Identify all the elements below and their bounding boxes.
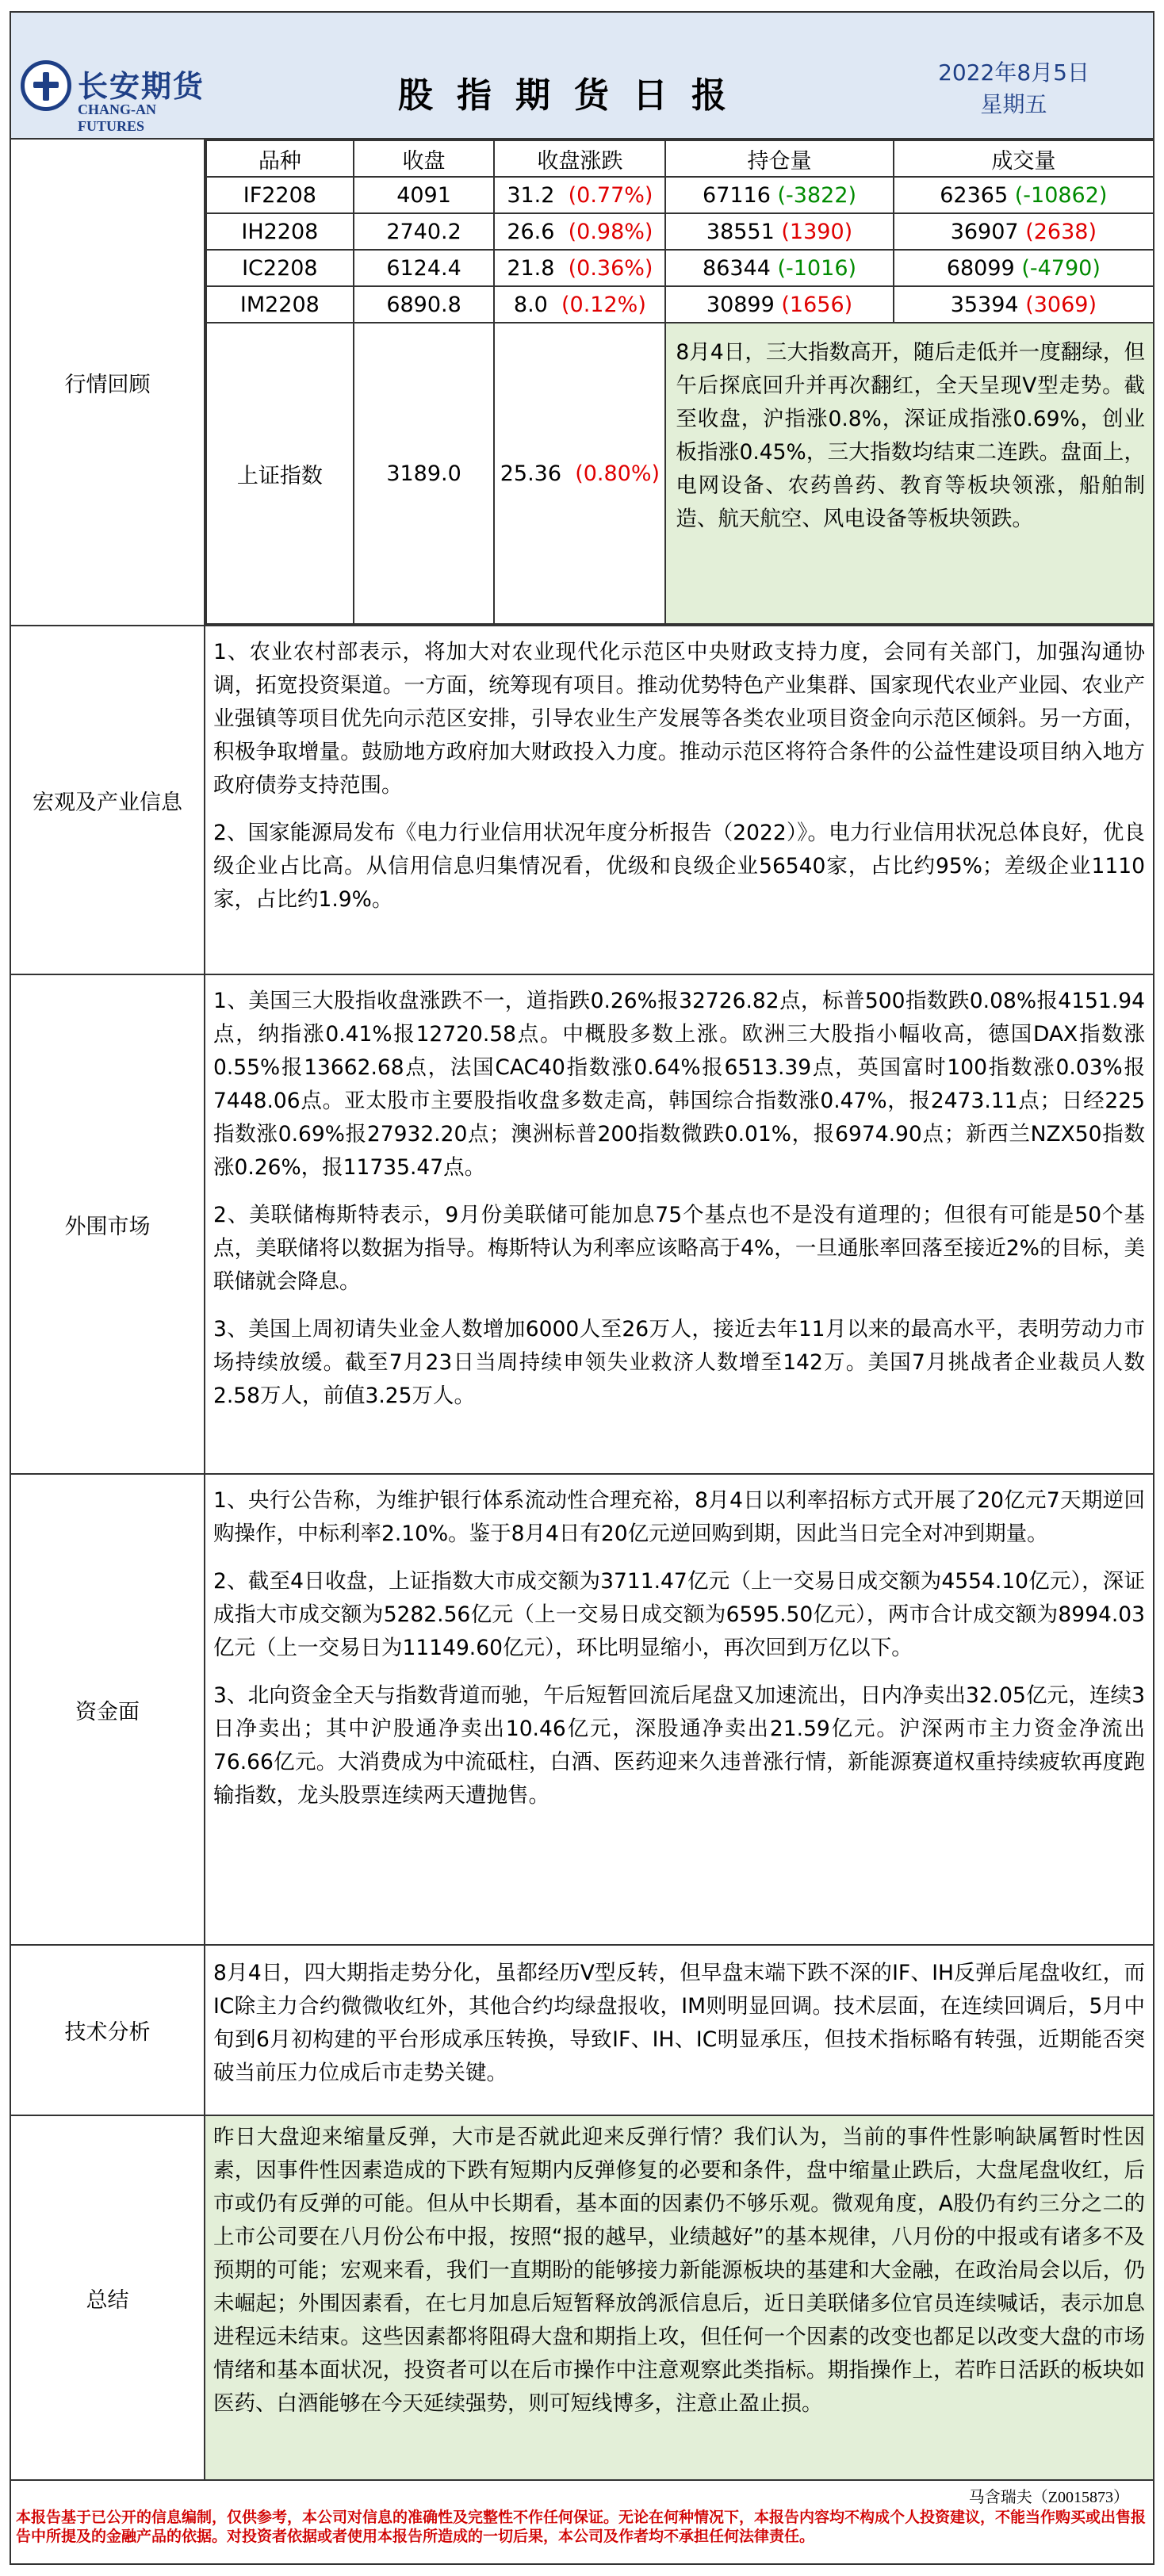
market-table <box>205 140 1154 625</box>
paragraph: 3、北向资金全天与指数背道而驰，午后短暂回流后尾盘又加速流出，日内净卖出32.05亿元，连续3日净卖出；其中沪股通净卖出10.46亿元，深股通净卖出21.59亿元。沪深两市主力资金净流出76.66亿元。大消费成为中流砥柱，白酒、医药迎来久违普涨行情，新能源赛道权重持续疲软再度跑输指数，龙头股票连续两天遭抛售。 <box>213 1683 1145 1808</box>
section-funds <box>11 1475 1153 1946</box>
table-header-row <box>206 140 1154 177</box>
logo-chinese-name: 长安期货 <box>78 69 205 104</box>
section-market-review <box>11 140 1153 626</box>
volume: 62365 (-10862) <box>894 177 1154 213</box>
column-header: 收盘涨跌 <box>494 140 665 177</box>
report-page <box>10 11 1154 2565</box>
section-label: 宏观及产业信息 <box>11 626 205 974</box>
paragraph: 昨日大盘迎来缩量反弹，大市是否就此迎来反弹行情？我们认为，当前的事件性影响缺属暂时性因素，因事件性因素造成的下跌有短期内反弹修复的必要和条件，盘中缩量止跌后，大盘尾盘收红，后市或仍有反弹的可能。但从中长期看，基本面的因素仍不够乐观。微观角度，A股仍有约三分之二的上市公司要在八月份公布中报，按照“报的越早，业绩越好”的基本规律，八月份的中报或有诸多不及预期的可能；宏观来看，我们一直期盼的能够接力新能源板块的基建和大金融，在政治局会以后，仍未崛起；外围因素看，在七月加息后短暂释放鸽派信息后，近日美联储多位官员连续喊话，表示加息进程远未结束。这些因素都将阻碍大盘和期指上攻，但任何一个因素的改变也都足以改变大盘的市场情绪和基本面状况，投资者可以在后市操作中注意观察此类指标。期指操作上，若昨日活跃的板块如医药、白酒能够在今天延续强势，则可短线博多，注意止盈止损。 <box>213 2125 1145 2416</box>
close-price: 2740.2 <box>354 213 495 250</box>
close-price: 6890.8 <box>354 286 495 323</box>
funds-content <box>205 1475 1153 1944</box>
column-header: 持仓量 <box>665 140 893 177</box>
logo-english-name: CHANG-AN FUTURES <box>78 101 156 134</box>
paragraph: 2、国家能源局发布《电力行业信用状况年度分析报告（2022）》。电力行业信用状况总体良好，优良级企业占比高。从信用信息归集情况看，优级和良级企业56540家，占比约95%；差级企业1110家，占比约1.9%。 <box>213 821 1145 912</box>
disclaimer-text: 本报告基于已公开的信息编制，仅供参考，本公司对信息的准确性及完整性不作任何保证。无论在何种情况下，本报告内容均不构成个人投资建议，不能当作购买或出售报告中所提及的金融产品的依据。对投资者依据或者使用本报告所造成的一切后果，本公司及作者均不承担任何法律责任。 <box>16 2509 1147 2545</box>
author-credit: 马含瑞夫（Z0015873） <box>968 2489 1129 2506</box>
close-change: 26.6 (0.98%) <box>494 213 665 250</box>
paragraph: 2、美联储梅斯特表示，9月份美联储可能加息75个基点也不是没有道理的；但很有可能是50个基点，美联储将以数据为指导。梅斯特认为利率应该略高于4%，一旦通胀率回落至接近2%的目标，美联储就会降息。 <box>213 1203 1145 1294</box>
column-header: 收盘 <box>354 140 495 177</box>
volume: 35394 (3069) <box>894 286 1154 323</box>
close-price: 4091 <box>354 177 495 213</box>
column-header: 品种 <box>206 140 354 177</box>
contract-name: IC2208 <box>206 250 354 286</box>
section-technical-analysis <box>11 1946 1153 2116</box>
company-logo <box>17 49 216 134</box>
section-label: 行情回顾 <box>11 140 205 625</box>
section-label: 技术分析 <box>11 1946 205 2115</box>
open-interest: 86344 (-1016) <box>665 250 893 286</box>
index-row <box>206 323 1154 624</box>
table-row <box>206 250 1154 286</box>
technical-content <box>205 1946 1153 2115</box>
section-label: 外围市场 <box>11 975 205 1473</box>
summary-content <box>205 2116 1153 2479</box>
section-label: 总结 <box>11 2116 205 2479</box>
paragraph: 8月4日，四大期指走势分化，虽都经历V型反转，但早盘末端下跌不深的IF、IH反弹后尾盘收红，而IC除主力合约微微收红外，其他合约均绿盘报收，IM则明显回调。技术层面，在连续回调后，5月中旬到6月初构建的平台形成承压转换，导致IF、IH、IC明显承压，但技术指标略有转强，近期能否突破当前压力位成后市走势关键。 <box>213 1961 1145 2085</box>
section-macro-industry <box>11 626 1153 975</box>
paragraph: 1、农业农村部表示，将加大对农业现代化示范区中央财政支持力度，会同有关部门，加强沟通协调，拓宽投资渠道。一方面，统筹现有项目。推动优势特色产业集群、国家现代农业产业园、农业产业强镇等项目优先向示范区安排，引导农业生产发展等各类农业项目资金向示范区倾斜。另一方面，积极争取增量。鼓励地方政府加大财政投入力度。推动示范区将符合条件的公益性建设项目纳入地方政府债券支持范围。 <box>213 640 1145 798</box>
close-change: 8.0 (0.12%) <box>494 286 665 323</box>
paragraph: 3、美国上周初请失业金人数增加6000人至26万人，接近去年11月以来的最高水平，表明劳动力市场持续放缓。截至7月23日当周持续申领失业救济人数增至142万。美国7月挑战者企业裁员人数2.58万人，前值3.25万人。 <box>213 1317 1145 1408</box>
report-date: 2022年8月5日 <box>938 59 1089 86</box>
table-row <box>206 286 1154 323</box>
paragraph: 2、截至4日收盘，上证指数大市成交额为3711.47亿元（上一交易日成交额为4554.10亿元），深证成指大市成交额为5282.56亿元（上一交易日成交额为6595.50亿元），两市合计成交额为8994.03亿元（上一交易日为11149.60亿元），环比明显缩小，再次回到万亿以下。 <box>213 1569 1145 1660</box>
contract-name: IF2208 <box>206 177 354 213</box>
report-header <box>11 13 1153 140</box>
market-summary: 8月4日，三大指数高开，随后走低并一度翻绿，但午后探底回升并再次翻红，全天呈现V型走势。截至收盘，沪指涨0.8%，深证成指涨0.69%，创业板指涨0.45%，三大指数均结束二连跌。盘面上，电网设备、农药兽药、教育等板块领涨，船舶制造、航天航空、风电设备等板块领跌。 <box>665 323 1154 624</box>
table-row <box>206 213 1154 250</box>
index-name: 上证指数 <box>206 323 354 624</box>
report-footer <box>11 2481 1153 2566</box>
close-change: 31.2 (0.77%) <box>494 177 665 213</box>
volume: 36907 (2638) <box>894 213 1154 250</box>
contract-name: IH2208 <box>206 213 354 250</box>
report-weekday: 星期五 <box>980 91 1047 117</box>
macro-content <box>205 626 1153 974</box>
section-label: 资金面 <box>11 1475 205 1944</box>
close-price: 6124.4 <box>354 250 495 286</box>
open-interest: 67116 (-3822) <box>665 177 893 213</box>
report-title: 股指期货日报 <box>398 75 750 116</box>
table-row <box>206 177 1154 213</box>
paragraph: 1、央行公告称，为维护银行体系流动性合理充裕，8月4日以利率招标方式开展了20亿元7天期逆回购操作，中标利率2.10%。鉴于8月4日有20亿元逆回购到期，因此当日完全对冲到期量。 <box>213 1488 1145 1546</box>
section-summary <box>11 2116 1153 2481</box>
overseas-content <box>205 975 1153 1473</box>
open-interest: 30899 (1656) <box>665 286 893 323</box>
close-change: 21.8 (0.36%) <box>494 250 665 286</box>
section-overseas-market <box>11 975 1153 1475</box>
index-change: 25.36 (0.80%) <box>494 323 665 624</box>
volume: 68099 (-4790) <box>894 250 1154 286</box>
report-date-block <box>938 57 1089 121</box>
logo-emblem-icon <box>21 60 71 111</box>
paragraph: 1、美国三大股指收盘涨跌不一，道指跌0.26%报32726.82点，标普500指数跌0.08%报4151.94点，纳指涨0.41%报12720.58点。中概股多数上涨。欧洲三大股指小幅收高，德国DAX指数涨0.55%报13662.68点，法国CAC40指数涨0.64%报6513.39点，英国富时100指数涨0.03%报7448.06点。亚太股市主要股指收盘多数走高，韩国综合指数涨0.47%，报2473.11点；日经225指数涨0.69%报27932.20点；澳洲标普200指数微跌0.01%，报6974.90点；新西兰NZX50指数涨0.26%，报11735.47点。 <box>213 989 1145 1180</box>
open-interest: 38551 (1390) <box>665 213 893 250</box>
index-close: 3189.0 <box>354 323 495 624</box>
contract-name: IM2208 <box>206 286 354 323</box>
column-header: 成交量 <box>894 140 1154 177</box>
